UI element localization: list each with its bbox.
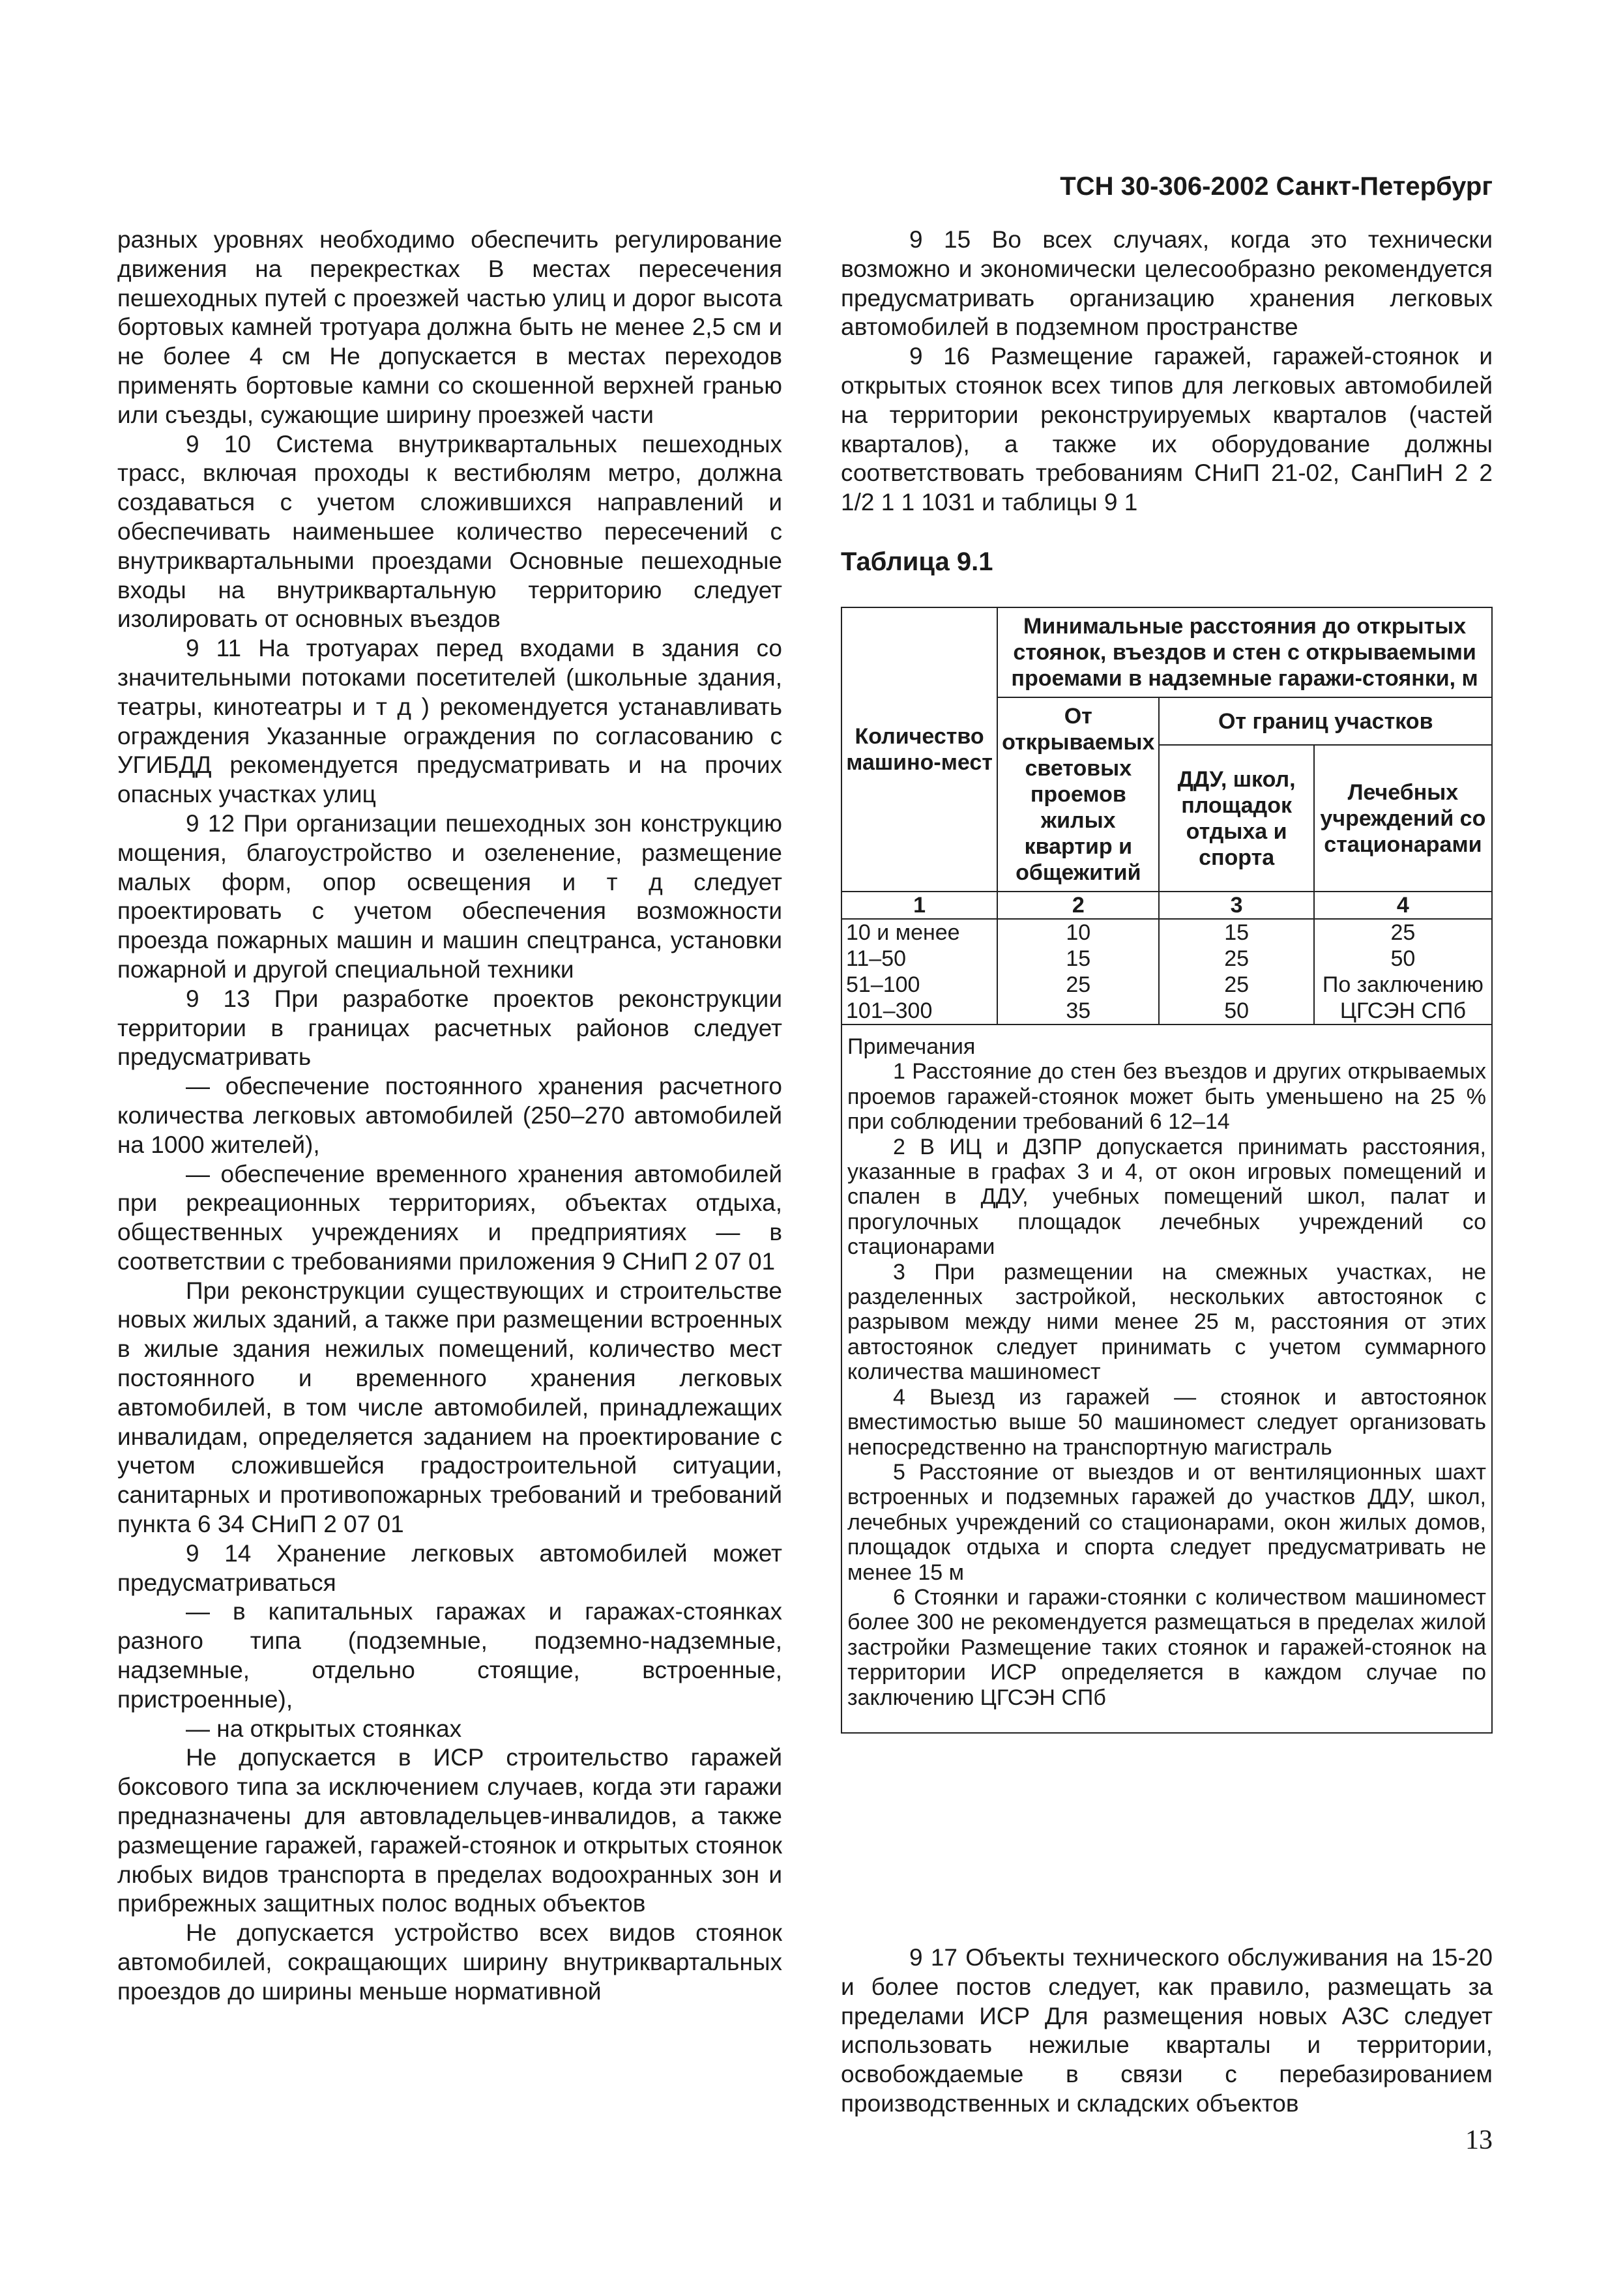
count-value: 10 и менее — [846, 920, 960, 945]
paragraph: При реконструкции существующих и строительстве новых жилых зданий, а также при размещении встроенных в жилые здания нежилых помещений, количество мест постоянного и временного хранения легковых автомобилей, в том числе автомобилей, принадлежащих инвалидам, определяется заданием на проектирование с учетом сложившейся градостроительной ситуации, санитарных и противопожарных требований и требований пункта 6 34 СНиП 2 07 01 — [117, 1277, 782, 1538]
right-column-top — [841, 225, 1493, 517]
list-item: — на открытых стоянках — [186, 1715, 462, 1742]
paragraph: Не допускается устройство всех видов стоянок автомобилей, сокращающих ширину внутриквартальных проездов до ширины меньше нормативной — [117, 1919, 782, 2005]
paragraph-9-15: 9 15 Во всех случаях, когда это технически возможно и экономически целесообразно рекомендуется предусматривать организацию хранения легковых автомобилей в подземном пространстве — [841, 226, 1493, 341]
distance-value: 25 — [1066, 972, 1091, 997]
table-cell-count — [841, 919, 997, 1024]
page-number: 13 — [1465, 2125, 1493, 2155]
note-item: 2 В ИЦ и ДЗПР допускается принимать расстояния, указанные в графах 3 и 4, от окон игровых помещений и спален в ДДУ, учебных помещений школ, палат и прогулочных площадок лечебных учреждений со стационарами — [847, 1134, 1486, 1260]
distance-value: 25 — [1224, 946, 1250, 971]
distance-table — [841, 607, 1493, 1734]
distance-value: 35 — [1066, 998, 1091, 1023]
left-column — [117, 225, 782, 2007]
note-item: 1 Расстояние до стен без въездов и других открываемых проемов гаражей-стоянок может быть уменьшено на 25 % при соблюдении требований 6 12–14 — [847, 1059, 1486, 1135]
document-header: ТСН 30-306-2002 Санкт-Петербург — [1060, 172, 1493, 201]
distance-value: 15 — [1224, 920, 1250, 945]
table-cell-medical — [1314, 919, 1492, 1024]
column-number: 1 — [841, 892, 997, 919]
notes-title: Примечания — [847, 1034, 976, 1059]
note-item: 6 Стоянки и гаражи-стоянки с количеством машиномест более 300 не рекомендуется размещаться в пределах жилой застройки Размещение таких стоянок и гаражей-стоянок на территории ИСР определяется в каждом случае по заключению ЦГСЭН СПб — [847, 1584, 1486, 1710]
column-number: 4 — [1314, 892, 1492, 919]
table-caption: Таблица 9.1 — [841, 547, 993, 576]
header-main: Минимальные расстояния до открытых стоянок, въездов и стен с открываемыми проемами в надземные гаражи-стоянки, м — [997, 607, 1492, 697]
table-notes — [841, 1024, 1492, 1733]
distance-value: 15 — [1066, 946, 1091, 971]
list-item: — обеспечение временного хранения автомобилей при рекреационных территориях, объектах отдыха, общественных учреждениях и предприятиях — в соответствии с требованиями приложения 9 СНиП 2 07 01 — [117, 1160, 782, 1275]
paragraph-9-13: 9 13 При разработке проектов реконструкции территории в границах расчетных районов следует предусматривать — [117, 985, 782, 1071]
paragraph: Не допускается в ИСР строительство гаражей боксового типа за исключением случаев, когда эти гаражи предназначены для автовладельцев-инвалидов, а также размещение гаражей, гаражей-стоянок и открытых стоянок любых видов транспорта в пределах водоохранных зон и прибрежных защитных полос водных объектов — [117, 1744, 782, 1917]
distance-value: По заключению ЦГСЭН СПб — [1322, 972, 1484, 1023]
paragraph-9-10: 9 10 Система внутриквартальных пешеходных трасс, включая проходы к вестибюлям метро, должна создаваться с учетом сложившихся направлений и обеспечивать наименьшее количество пересечений с внутриквартальными проездами Основные пешеходные входы на внутриквартальную территорию следует изолировать от основных въездов — [117, 430, 782, 633]
distance-value: 10 — [1066, 920, 1091, 945]
right-column-bottom — [841, 1943, 1493, 2119]
paragraph-9-17: 9 17 Объекты технического обслуживания на 15-20 и более постов следует, как правило, размещать за пределами ИСР Для размещения новых АЗС следует использовать нежилые кварталы и территории, освобождаемые в связи с перебазированием производственных и складских объектов — [841, 1944, 1493, 2117]
count-value: 11–50 — [846, 946, 907, 971]
table-cell-ddu — [1159, 919, 1313, 1024]
note-item: 5 Расстояние от выездов и от вентиляционных шахт встроенных и подземных гаражей до участков ДДУ, школ, лечебных учреждений со стационарами, окон жилых домов, площадок отдыха и спорта следует предусматривать не менее 15 м — [847, 1459, 1486, 1585]
paragraph-9-12: 9 12 При организации пешеходных зон конструкцию мощения, благоустройство и озеленение, размещение малых форм, опор освещения и т д следует проектировать с учетом обеспечения возможности проезда пожарных машин и машин спецтранса, установки пожарной и другой специальной техники — [117, 809, 782, 983]
column-number: 3 — [1159, 892, 1313, 919]
paragraph-9-14: 9 14 Хранение легковых автомобилей может предусматриваться — [117, 1539, 782, 1596]
table-cell-windows — [997, 919, 1159, 1024]
header-count: Количество машино-мест — [841, 607, 997, 892]
count-value: 51–100 — [846, 972, 920, 997]
list-item: — обеспечение постоянного хранения расчетного количества легковых автомобилей (250–270 автомобилей на 1000 жителей), — [117, 1073, 782, 1158]
note-item: 4 Выезд из гаражей — стоянок и автостоянок вместимостью выше 50 машиномест следует организовать непосредственно на транспортную магистраль — [847, 1384, 1486, 1460]
distance-value: 50 — [1390, 946, 1416, 971]
note-item: 3 При размещении на смежных участках, не разделенных застройкой, нескольких автостоянок с разрывом между ними менее 25 м, расстояния от этих автостоянок следует принимать с учетом суммарного количества машиномест — [847, 1259, 1486, 1385]
distance-value: 50 — [1224, 998, 1250, 1023]
paragraph-9-11: 9 11 На тротуарах перед входами в здания со значительными потоками посетителей (школьные здания, театры, кинотеатры и т д ) рекомендуется устанавливать ограждения Указанные ограждения по согласованию с УГИБДД рекомендуется предусматривать и на прочих опасных участках улиц — [117, 635, 782, 808]
list-item: — в капитальных гаражах и гаражах-стоянках разного типа (подземные, подземно-надземные, надземные, отдельно стоящие, встроенные, пристроенные), — [117, 1598, 782, 1713]
distance-value: 25 — [1224, 972, 1250, 997]
count-value: 101–300 — [846, 998, 933, 1023]
column-number: 2 — [997, 892, 1159, 919]
paragraph-9-16: 9 16 Размещение гаражей, гаражей-стоянок и открытых стоянок всех типов для легковых автомобилей на территории реконструируемых кварталов (частей кварталов), а также их оборудование должны соответствовать требованиям СНиП 21-02, СанПиН 2 2 1/2 1 1 1031 и таблицы 9 1 — [841, 343, 1493, 516]
header-medical: Лечебных учреждений со стационарами — [1314, 745, 1492, 892]
header-ddu: ДДУ, школ, площадок отдыха и спорта — [1159, 745, 1313, 892]
paragraph: разных уровнях необходимо обеспечить регулирование движения на перекрестках В местах пересечения пешеходных путей с проезжей частью улиц и дорог высота бортовых камней тротуара должна быть не менее 2,5 см и не более 4 см Не допускается в местах переходов применять бортовые камни со скошенной верхней гранью или съезды, сужающие ширину проезжей части — [117, 226, 782, 428]
header-from-windows: От открываемых световых проемов жилых квартир и общежитий — [997, 697, 1159, 892]
header-from-borders: От границ участков — [1159, 697, 1492, 745]
distance-value: 25 — [1390, 920, 1416, 945]
